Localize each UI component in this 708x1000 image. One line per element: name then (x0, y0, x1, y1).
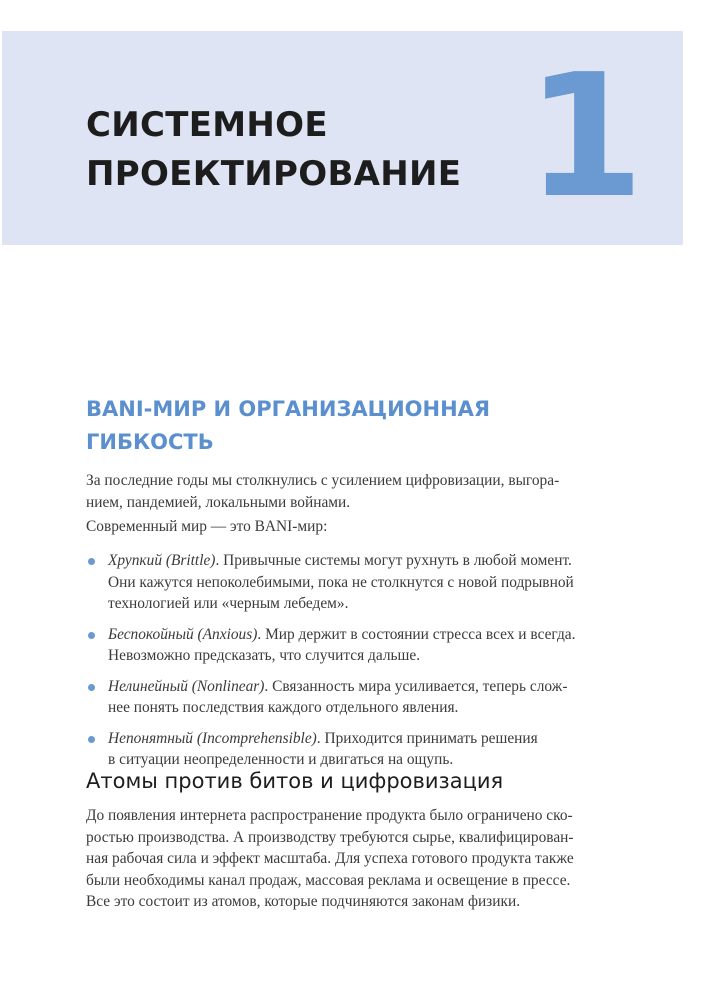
chapter-title-line-2: ПРОЕКТИРОВАНИЕ (86, 154, 462, 194)
body-paragraph (86, 805, 626, 913)
list-item-text: . Мир держит в состоянии стресса всех и всегда. (257, 625, 576, 643)
bullet-dot (88, 736, 95, 743)
list-item-line: в ситуации неопределенности и двигаться на ощупь. (108, 751, 454, 768)
lead-paragraph: Современный мир — это BANI-мир: (86, 518, 328, 535)
list-item-line: Невозможно предсказать, что случится дальше. (108, 647, 421, 664)
bullet-dot (88, 632, 95, 639)
body-line: До появления интернета распространение продукта было ограничено ско- (86, 807, 573, 824)
bani-list (86, 550, 626, 780)
list-item-text: . Привычные системы могут рухнуть в любой момент. (215, 552, 572, 569)
list-item-text: . Связанность мира усиливается, теперь слож- (264, 677, 568, 695)
list-item-line: технологией или «черным лебедем». (108, 595, 349, 612)
intro-line: нием, пандемией, локальными войнами. (86, 493, 351, 511)
subsection-heading: Атомы против битов и цифровизация (86, 769, 504, 793)
list-item-term: Беспокойный (Anxious) (108, 625, 258, 643)
chapter-title-line-1: СИСТЕМНОЕ (86, 105, 328, 145)
body-line: ростью производства. А производству требуются сырье, квалифицирован- (86, 828, 574, 846)
bullet-dot (88, 684, 95, 691)
list-item-text: . Приходится принимать решения (316, 729, 538, 747)
list-item-brittle (86, 550, 626, 615)
list-item-term: Хрупкий (Brittle) (108, 552, 216, 569)
section-heading (86, 393, 490, 459)
list-item-line (108, 550, 626, 572)
list-item-line: нее понять последствия каждого отдельного явления. (108, 699, 459, 716)
list-item-nonlinear (86, 676, 626, 719)
list-item-term: Непонятный (Incomprehensible) (108, 729, 317, 747)
section-heading-line-2: ГИБКОСТЬ (86, 430, 214, 454)
bullet-dot (88, 558, 95, 565)
list-item-incomprehensible (86, 728, 626, 771)
body-line: были необходимы канал продаж, массовая реклама и освещение в прессе. (86, 871, 571, 889)
intro-paragraph (86, 470, 626, 513)
chapter-number: 1 (526, 38, 645, 236)
list-item-line (108, 728, 626, 750)
list-item-anxious (86, 624, 626, 667)
chapter-title (86, 101, 461, 199)
list-item-line (108, 624, 626, 646)
body-line: ная рабочая сила и эффект масштаба. Для успеха готового продукта также (86, 850, 574, 867)
list-item-line (108, 676, 626, 698)
intro-line: За последние годы мы столкнулись с усилением цифровизации, выгора- (86, 472, 560, 489)
list-item-line: Они кажутся непоколебимыми, пока не столкнутся с новой подрывной (108, 573, 574, 591)
body-line: Все это состоит из атомов, которые подчиняются законам физики. (86, 893, 521, 910)
section-heading-line-1: BANI-МИР И ОРГАНИЗАЦИОННАЯ (86, 397, 491, 421)
list-item-term: Нелинейный (Nonlinear) (108, 677, 265, 695)
